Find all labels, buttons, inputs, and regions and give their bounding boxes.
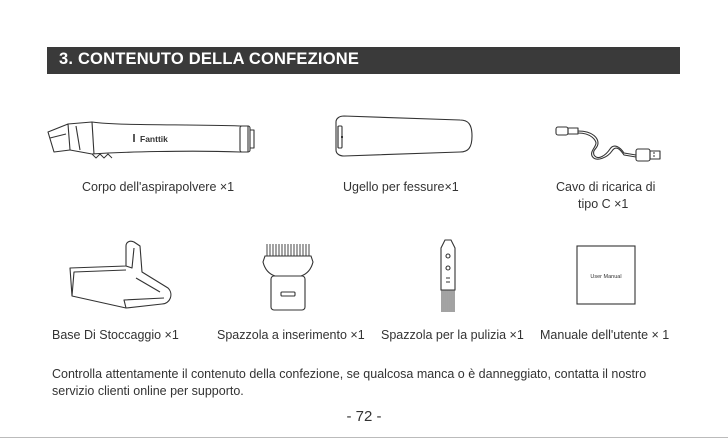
brush-attachment-item [215, 240, 375, 350]
section-header [47, 47, 680, 74]
item-label-line2: tipo C ×1 [578, 197, 629, 211]
crevice-nozzle-icon [330, 112, 480, 162]
item-label: Base Di Stoccaggio ×1 [52, 328, 179, 342]
storage-base-item [50, 238, 220, 348]
user-manual-item [535, 243, 685, 348]
item-label-line1: Cavo di ricarica di [556, 180, 656, 194]
cleaning-brush-icon [433, 238, 463, 316]
brush-attachment-icon [261, 240, 321, 315]
item-label: Spazzola per la pulizia ×1 [381, 328, 524, 342]
usb-cable-item [540, 125, 680, 220]
vacuum-cleaner-body-icon [40, 110, 270, 170]
item-label: Spazzola a inserimento ×1 [217, 328, 365, 342]
page-number: - 72 - [346, 408, 382, 425]
storage-base-icon [64, 238, 194, 313]
user-manual-icon [576, 245, 636, 305]
manual-cover-text: User Manual [590, 274, 622, 280]
brand-label: Fanttik [140, 134, 168, 144]
vacuum-body-item [40, 110, 270, 194]
item-label: Ugello per fessure×1 [343, 180, 459, 194]
usb-c-cable-icon [554, 125, 664, 165]
item-label: Manuale dell'utente × 1 [540, 328, 670, 342]
item-label: Corpo dell'aspirapolvere ×1 [82, 180, 235, 194]
footer-note: Controlla attentamente il contenuto della confezione, se qualcosa manca o è danneggiato, contatta il nostro servizio clienti online per supporto. [52, 367, 647, 398]
cleaning-brush-item [380, 238, 530, 348]
crevice-nozzle-item [330, 112, 490, 194]
section-title: 3. CONTENUTO DELLA CONFEZIONE [59, 50, 360, 68]
bottom-divider [0, 437, 728, 438]
